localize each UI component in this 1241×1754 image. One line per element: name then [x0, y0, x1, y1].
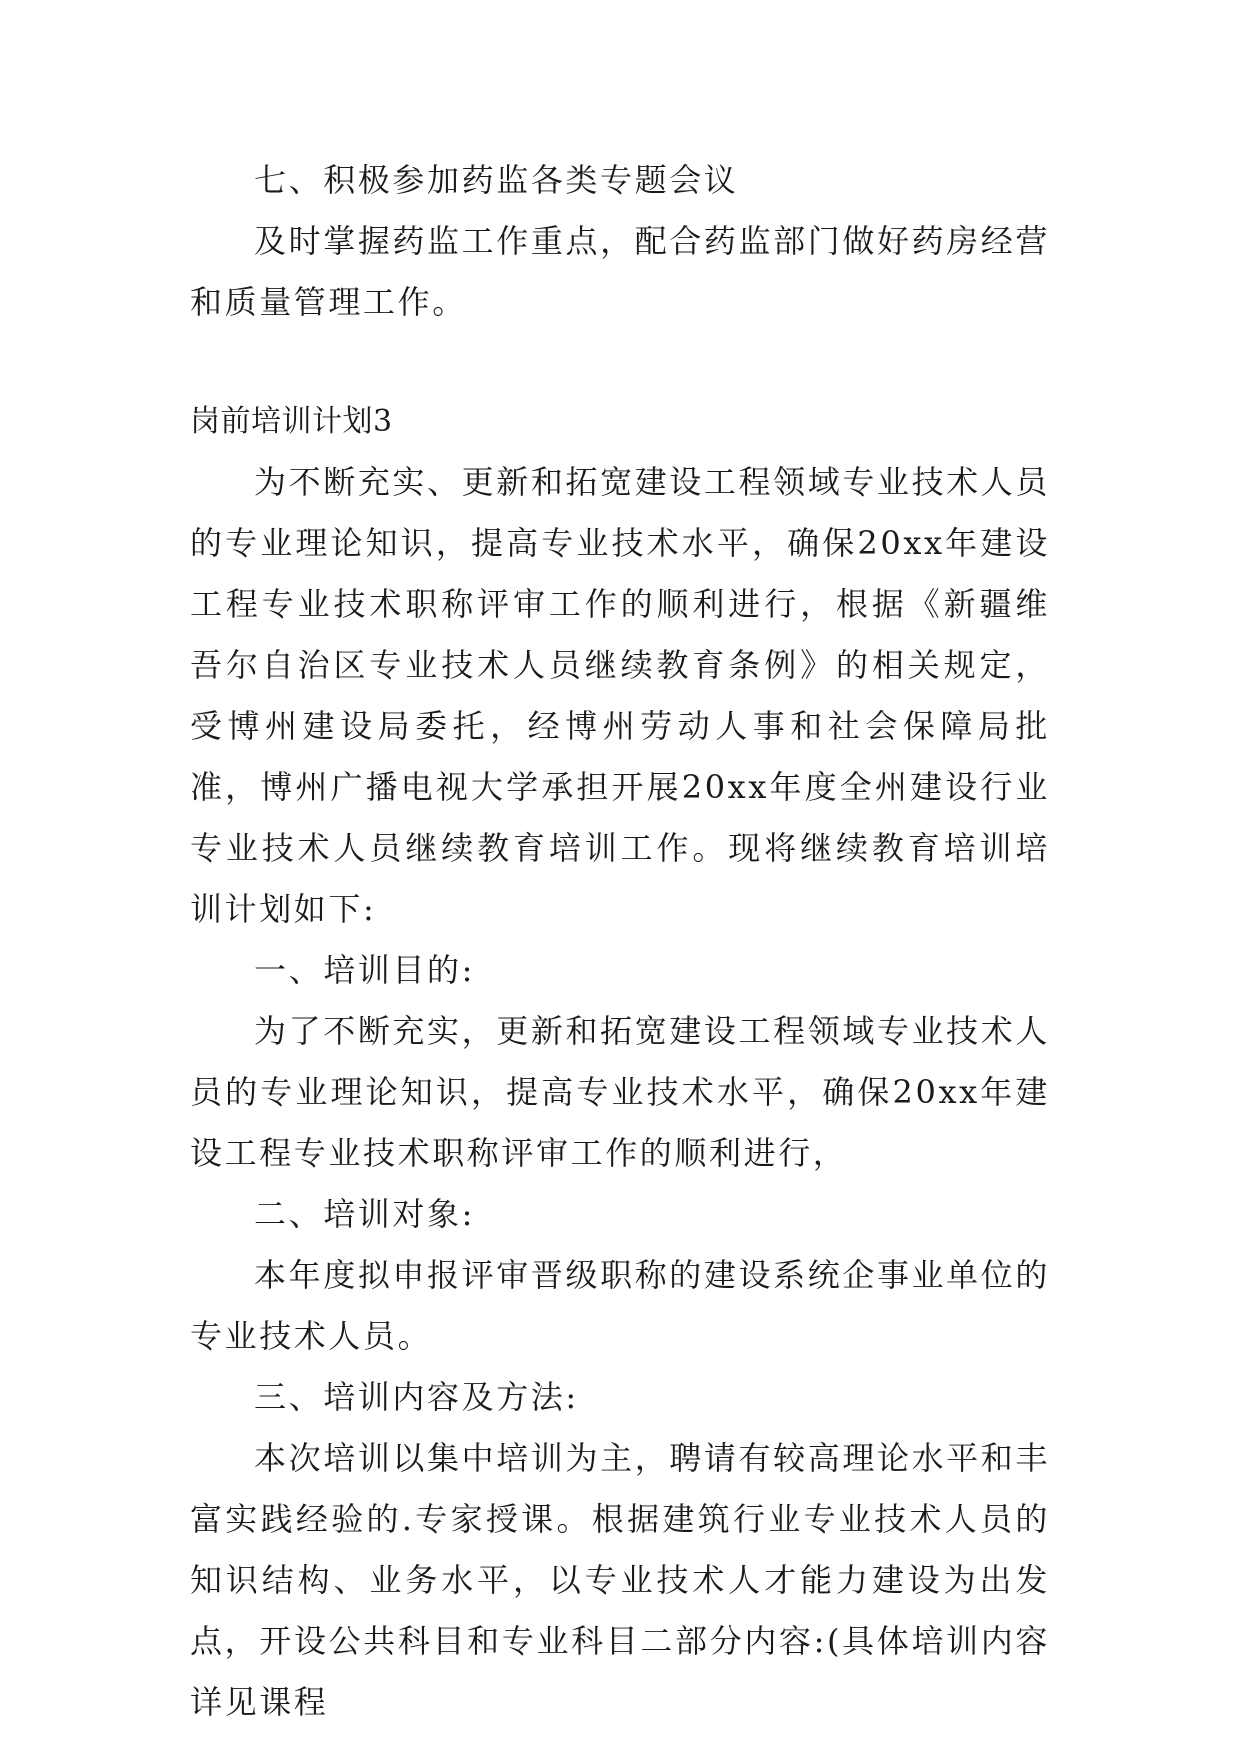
paragraph-training-content: 本次培训以集中培训为主，聘请有较高理论水平和丰富实践经验的.专家授课。根据建筑行业专业技术人员的知识结构、业务水平，以专业技术人才能力建设为出发点，开设公共科目和专业科目二部分内容:(具体培训内容详见课程: [190, 1439, 1050, 1721]
paragraph-item-seven: 七、积极参加药监各类专题会议: [254, 161, 739, 199]
heading-training-content: 三、培训内容及方法:: [254, 1378, 579, 1416]
heading-training-purpose: 一、培训目的:: [254, 951, 475, 989]
paragraph-intro: 为不断充实、更新和拓宽建设工程领域专业技术人员的专业理论知识，提高专业技术水平，确保20xx年建设工程专业技术职称评审工作的顺利进行，根据《新疆维吾尔自治区专业技术人员继续教育条例》的相关规定，受博州建设局委托，经博州劳动人事和社会保障局批准，博州广播电视大学承担开展20xx年度全州建设行业专业技术人员继续教育培训工作。现将继续教育培训培训计划如下:: [190, 463, 1050, 928]
heading-training-target: 二、培训对象:: [254, 1195, 475, 1233]
paragraph-drug-supervision: 及时掌握药监工作重点，配合药监部门做好药房经营和质量管理工作。: [190, 222, 1050, 321]
paragraph-training-purpose: 为了不断充实，更新和拓宽建设工程领域专业技术人员的专业理论知识，提高专业技术水平，确保20xx年建设工程专业技术职称评审工作的顺利进行，: [190, 1012, 1050, 1172]
document-body: [190, 150, 1050, 1733]
section-title: 岗前培训计划3: [190, 404, 393, 439]
paragraph-training-target: 本年度拟申报评审晋级职称的建设系统企事业单位的专业技术人员。: [190, 1256, 1050, 1355]
